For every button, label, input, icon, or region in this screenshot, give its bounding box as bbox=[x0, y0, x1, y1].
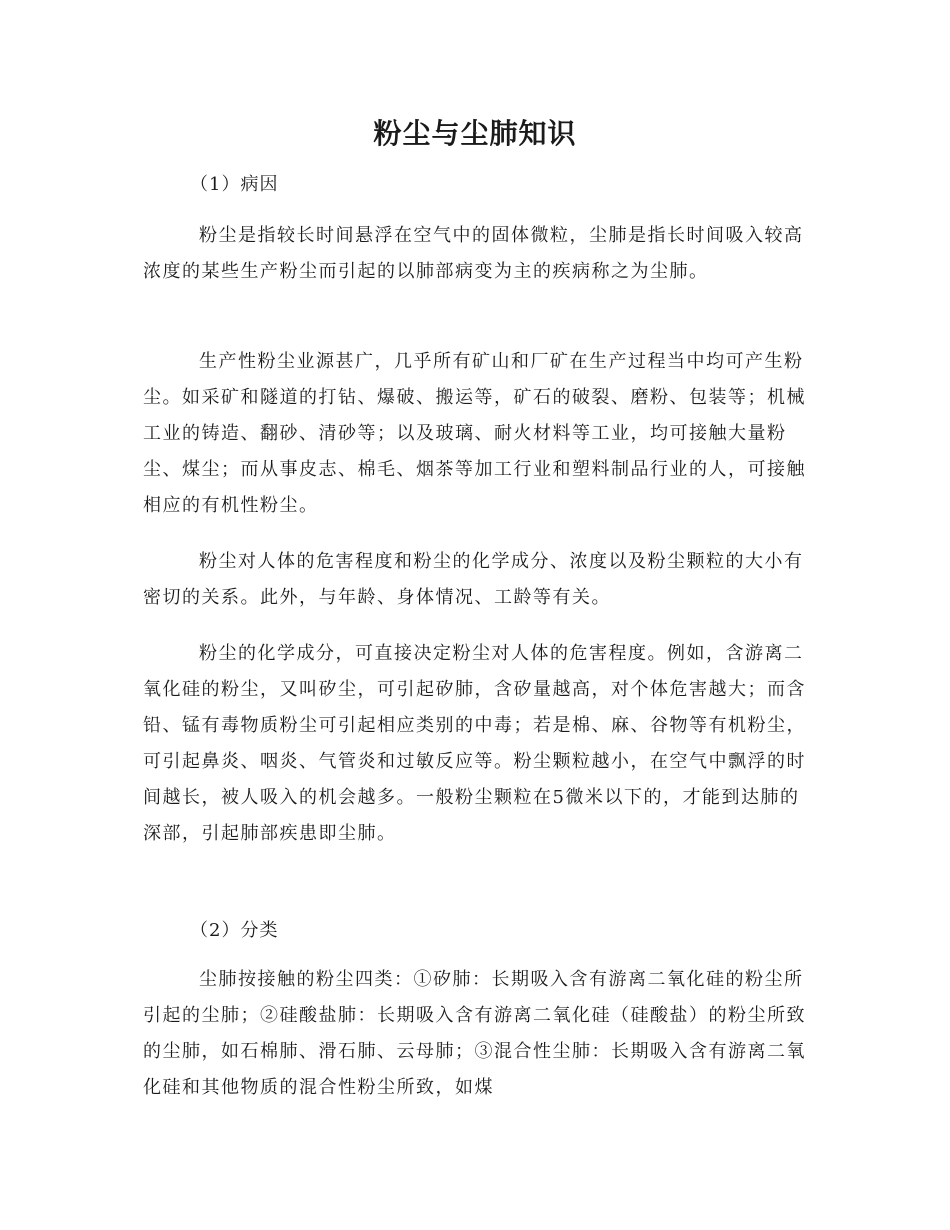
paragraph: 粉尘的化学成分，可直接决定粉尘对人体的危害程度。例如，含游离二氧化硅的粉尘，又叫矽尘，可引起矽肺，含矽量越高，对个体危害越大；而含铅、锰有毒物质粉尘可引起相应类别的中毒；若是棉、麻、谷物等有机粉尘，可引起鼻炎、咽炎、气管炎和过敏反应等。粉尘颗粒越小，在空气中飘浮的时间越长，被人吸入的机会越多。一般粉尘颗粒在5微米以下的，才能到达肺的深部，引起肺部疾患即尘肺。 bbox=[143, 643, 806, 844]
paragraph: 尘肺按接触的粉尘四类：①矽肺：长期吸入含有游离二氧化硅的粉尘所引起的尘肺；②硅酸盐肺：长期吸入含有游离二氧化硅（硅酸盐）的粉尘所致的尘肺，如石棉肺、滑石肺、云母肺；③混合性尘肺：长期吸入含有游离二氧化硅和其他物质的混合性粉尘所致，如煤 bbox=[143, 969, 806, 1098]
paragraph: 粉尘对人体的危害程度和粉尘的化学成分、浓度以及粉尘颗粒的大小有密切的关系。此外，与年龄、身体情况、工龄等有关。 bbox=[143, 551, 804, 608]
paragraph: 生产性粉尘业源甚广，几乎所有矿山和厂矿在生产过程当中均可产生粉尘。如采矿和隧道的打钻、爆破、搬运等，矿石的破裂、磨粉、包装等；机械工业的铸造、翻砂、清砂等；以及玻璃、耐火材料等工业，均可接触大量粉尘、煤尘；而从事皮志、棉毛、烟茶等加工行业和塑料制品行业的人，可接触相应的有机性粉尘。 bbox=[143, 351, 806, 516]
section-heading-classification: （2）分类 bbox=[190, 920, 279, 941]
document-title: 粉尘与尘肺知识 bbox=[373, 117, 577, 150]
paragraph: 粉尘是指较长时间悬浮在空气中的固体微粒，尘肺是指长时间吸入较高浓度的某些生产粉尘而引起的以肺部病变为主的疾病称之为尘肺。 bbox=[143, 225, 804, 282]
section-heading-cause: （1）病因 bbox=[190, 174, 279, 195]
